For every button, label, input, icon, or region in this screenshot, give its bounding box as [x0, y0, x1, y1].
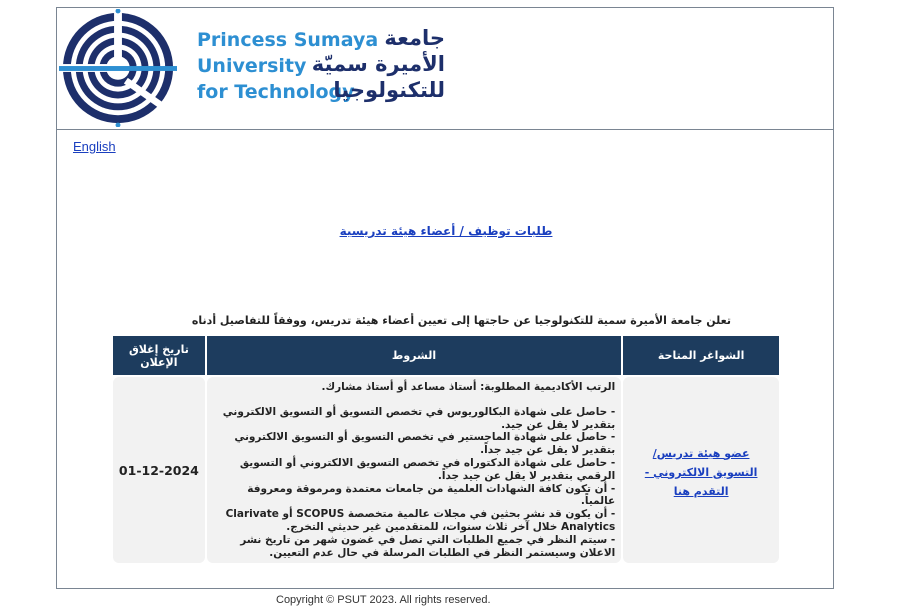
apply-position-link[interactable]: عضو هيئة تدريس/ التسويق الالكتروني - التقدم هنا: [644, 446, 758, 498]
site-header: [57, 8, 833, 130]
condition-phd: - حاصل على شهادة الدكتوراه في تخصص التسويق الالكتروني أو التسويق الرقمي بتقدير لا يقل عن جيد جداً.: [239, 456, 616, 482]
header-closing-date: تاريخ إغلاق الإعلان: [113, 336, 205, 375]
brand-en-line-1: Princess Sumaya: [197, 29, 379, 51]
closing-date-cell: 01-12-2024: [113, 377, 205, 563]
condition-publications: - أن يكون قد نشر بحثين في مجلات عالمية متخصصة SCOPUS أو Clarivate Analytics خلال آخر ثلاث سنوات، للمتقدمين غير حديثي التخرج.: [225, 508, 616, 533]
faculty-jobs-link[interactable]: طلبات توظيف / أعضاء هيئة تدريسية: [339, 224, 553, 238]
brand-ar-line-2: الأميرة سميّة: [311, 52, 445, 76]
header-conditions: الشروط: [207, 336, 621, 375]
page-frame: [56, 7, 834, 589]
header-position: الشواغر المتاحة: [623, 336, 779, 375]
condition-rank: الرتب الأكاديمية المطلوبة: أستاذ مساعد أو أستاذ مشارك.: [321, 381, 616, 393]
language-english-link[interactable]: English: [73, 139, 116, 154]
brand-ar-line-3: للتكنولوجيا: [333, 78, 445, 102]
brand-arabic: [311, 25, 445, 103]
vacancies-table: [111, 334, 781, 565]
brand-en-line-2: University: [197, 55, 307, 77]
condition-accredited: - أن تكون كافة الشهادات العلمية من جامعات معتمدة ومرموقة ومعروفة عالمياً.: [247, 482, 616, 508]
announcement-intro: تعلن جامعة الأميرة سمية للتكنولوجيا عن حاجتها إلى تعيين أعضاء هيئة تدريس، ووفقاً للتفاصيل أدناه: [191, 314, 731, 327]
brand-en-line-3: for Technology: [197, 81, 355, 103]
condition-bachelor: - حاصل على شهادة البكالوريوس في تخصص التسويق أو التسويق الالكتروني بتقدير لا يقل عن جيد.: [222, 405, 616, 431]
university-logo-icon[interactable]: [59, 9, 177, 127]
table-header-row: [113, 336, 779, 375]
condition-review: - سيتم النظر في جميع الطلبات التي تصل في غضون شهر من تاريخ نشر الاعلان وسيستمر النظر في الطلبات المرسلة في حال عدم التعيين.: [240, 533, 616, 559]
position-cell: [623, 377, 779, 563]
conditions-cell: [207, 377, 621, 563]
table-row: [113, 377, 779, 563]
condition-master: - حاصل على شهادة الماجستير في تخصص التسويق أو التسويق الالكتروني بتقدير لا يقل عن جيد جداً.: [234, 431, 616, 457]
brand-ar-line-1: جامعة: [384, 26, 445, 50]
copyright-footer: Copyright © PSUT 2023. All rights reserved.: [276, 594, 491, 606]
